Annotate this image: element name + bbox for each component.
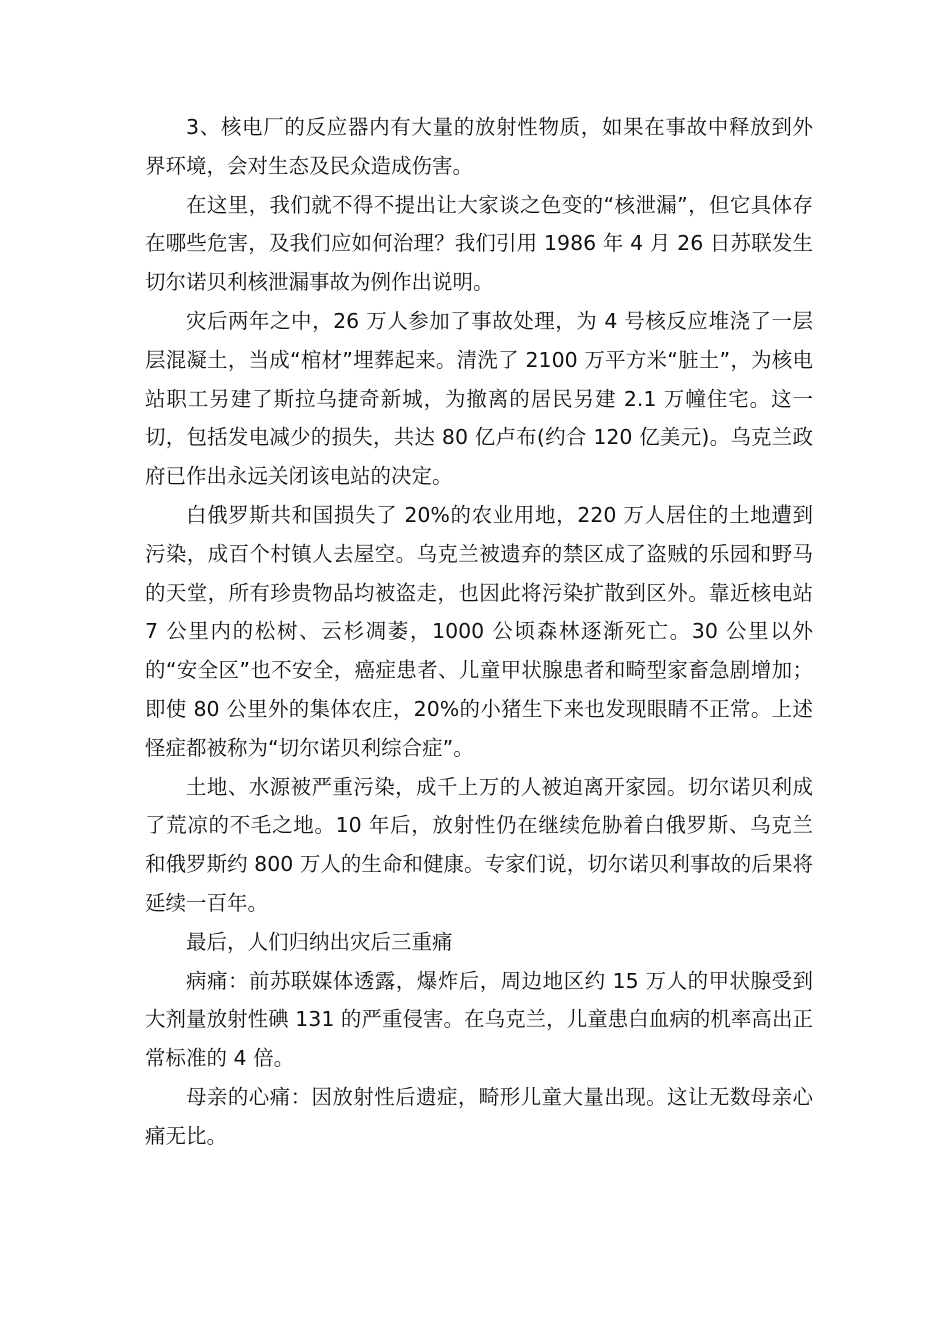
paragraph-long-term-impact: 土地、水源被严重污染，成千上万的人被迫离开家园。切尔诺贝利成了荒凉的不毛之地。10 年后，放射性仍在继续危胁着白俄罗斯、乌克兰和俄罗斯约 800 万人的生命和健康。专家们说，切尔诺贝利事故的后果将延续一百年。	[145, 774, 813, 915]
paragraph-contamination-effects: 白俄罗斯共和国损失了 20%的农业用地，220 万人居住的土地遭到污染，成百个村镇人去屋空。乌克兰被遗弃的禁区成了盗贼的乐园和野马的天堂，所有珍贵物品均被盗走，也因此将污染扩散到区外。靠近核电站 7 公里内的松树、云杉凋萎，1000 公顷森林逐渐死亡。30 公里以外的“安全区”也不安全，癌症患者、儿童甲状腺患者和畸型家畜急剧增加；即使 80 公里外的集体农庄，20%的小猪生下来也发现眼睛不正常。上述怪症都被称为“切尔诺贝利综合症”。	[145, 502, 813, 760]
paragraph-chernobyl-intro: 在这里，我们就不得不提出让大家谈之色变的“核泄漏”，但它具体存在哪些危害，及我们应如何治理？我们引用 1986 年 4 月 26 日苏联发生切尔诺贝利核泄漏事故为例作出说明。	[145, 192, 813, 295]
paragraph-three-pains-intro: 最后，人们归纳出灾后三重痛	[186, 929, 453, 954]
document-body	[145, 108, 813, 1156]
paragraph-illness-pain: 病痛：前苏联媒体透露，爆炸后，周边地区约 15 万人的甲状腺受到大剂量放射性碘 131 的严重侵害。在乌克兰，儿童患白血病的机率高出正常标准的 4 倍。	[145, 968, 813, 1071]
paragraph-reactor-radiation: 3、核电厂的反应器内有大量的放射性物质，如果在事故中释放到外界环境，会对生态及民众造成伤害。	[145, 115, 813, 178]
paragraph-cleanup-cost: 灾后两年之中，26 万人参加了事故处理，为 4 号核反应堆浇了一层层混凝土，当成“棺材”埋葬起来。清洗了 2100 万平方米“脏土”，为核电站职工另建了斯拉乌捷奇新城，为撤离的居民另建 2.1 万幢住宅。这一切，包括发电减少的损失，共达 80 亿卢布(约合 120 亿美元)。乌克兰政府已作出永远关闭该电站的决定。	[145, 308, 813, 489]
paragraph-mother-heartache: 母亲的心痛：因放射性后遗症，畸形儿童大量出现。这让无数母亲心痛无比。	[145, 1084, 813, 1148]
